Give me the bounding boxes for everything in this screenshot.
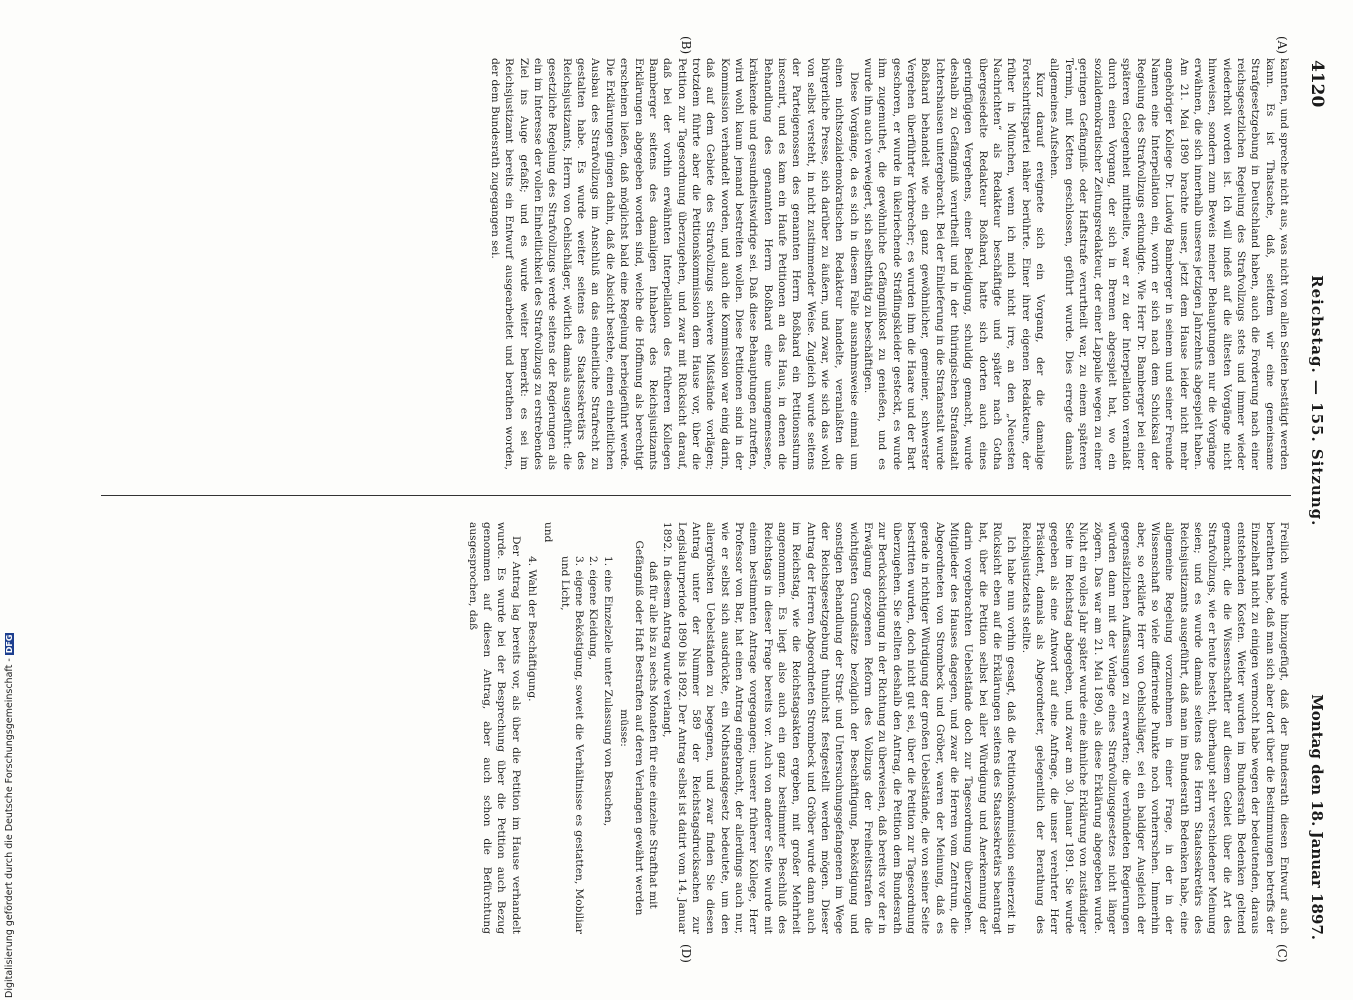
page-title: Reichstag. — 155. Sitzung. xyxy=(1308,275,1326,527)
paragraph: Der Antrag lag bereits vor, als über die Petition im Hause verhandelt wurde. Es wurde bei der Besprechung über die Petition auch Bezug genommen auf diesen Antrag, aber auch schon die Befürchtung ausgesprochen, daß xyxy=(466,522,522,934)
session-date: Montag den 18. Januar 1897. xyxy=(1308,694,1326,940)
intro-clause: daß für alle bis zu sechs Monaten für eine einzelne Strafthat mit Gefängniß oder Haft Bestraften auf deren Verlangen gewährt werden müsse: xyxy=(618,540,659,916)
paragraph: Diese Vorgänge, da es sich in diesem Falle ausnahmsweise einmal um einen nichtsozialdemokratischen Redakteur handelte, veranlaßten die bürgerliche Presse, sich darüber zu äußern, und zwar, wie sich das wohl von selbst versteht, in nicht zustimmender Weise. Zugleich wurde seitens der Parteigenossen des genannten Herrn Boßhard ein Petitionssturm inscenirt, und es kam ein Haufe Petitionen an das Haus, in denen die Behandlung des genannten Herrn Boßhard eine unangemessene, kränkende und gesundheitswidrige sei. Daß diese Behauptungen zutreffen, wird wohl kaum jemand bestreiten wollen. Diese Petitionen sind in der Kommission verhandelt worden, und auch die Kommission war einig darin, daß auf dem Gebiete des Strafvollzugs schwere Mißstände vorlägen; trotzdem führte aber die Petitionskommission dem Hause vor, über die Petition zur Tagesordnung überzugehen, und zwar mit Rücksicht darauf, daß bei der vorhin erwähnten Interpellation des früheren Kollegen Bamberger seitens des damaligen Inhabers des Reichsjustizamts Erklärungen abgegeben worden sind, welche die Hoffnung als berechtigt erscheinen ließen, daß möglichst bald eine Regelung herbeigeführt werde. Die Erklärungen gingen dahin, daß die Absicht bestehe, einen einheitlichen Ausbau des Strafvollzugs im Anschluß an das einheitliche Strafrecht zu gestalten habe. Es wurde weiter seitens des Staatssekretärs des Reichsjustizamts, Herrn von Oehlschläger, wörtlich damals ausgeführt: die gesetzliche Regelung des Strafvollzugs werde seitens der Regierungen als ein im Interesse der vollen Einheitlichkeit des Strafvollzugs zu erstrebendes Ziel ins Auge gefaßt; und es wurde weiter bemerkt: es sei im Reichsjustizamt bereits ein Entwurf ausgearbeitet und berathen worden, der dem Bundesrath zugegangen sei. xyxy=(489,58,860,470)
list-item: 4. Wahl der Beschäftigung. xyxy=(526,556,539,702)
margin-marker-c: (C) xyxy=(1275,944,1289,963)
margin-marker-a: (A) xyxy=(1275,36,1289,55)
scan-artifact xyxy=(1075,68,1077,70)
page-number: 4120 xyxy=(1307,60,1327,108)
paragraph: Ich habe nun vorhin gesagt, daß die Petitionskommission seinerzeit in Rücksicht eben auf die Erklärungen seitens des Staatssekretärs beantragt hat, über die Petition selbst bei aller Würdigung und Anerkennung der darin vorgebrachten Uebelstände doch zur Tagesordnung überzugehen. Mitglieder des Hauses dagegen, und zwar die Herren vom Zentrum, die Abgeordneten von Strombeck und Gröber, waren der Meinung, daß es gerade in richtiger Würdigung der großen Uebelstände, die von seiner Seite bestritten wurden, doch nicht gut sei, über die Petition zur Tagesordnung überzugehen. Sie stellten deshalb den Antrag, die Petition dem Bundesrath zur Berücksichtigung in der Richtung zu überweisen, daß bereits vor der in Erwägung gezogenen Reform des Vollzugs der Freiheitsstrafen die wichtigsten Grundsätze bezüglich der Beschäftigung, Beköstigung und sonstigen Behandlung der Straf- und Untersuchungsgefangenen im Wege der Reichsgesetzgebung thunlichst festgestellt werden mögen. Dieser Antrag der Herren Abgeordneten Strombeck und Gröber wurde dann auch im Reichstag, wie die Reichstagsakten ergeben, mit großer Mehrheit angenommen. Es liegt also auch ein ganz bestimmter Beschluß des Reichstags in dieser Frage bereits vor. Auch von anderer Seite wurde mit einem bestimmten Antrage vorgegangen; unserer früherer Kollege, Herr Professor von Bar, hat einen Antrag eingebracht, der allerdings auch nur, wie er selbst sich ausdrückte, ein Nothstandsgesetz bedeutete, um den allergröbsten Uebelständen zu begegnen, und zwar finden Sie diesen Antrag unter der Nummer 589 der Reichstagsdrucksachen zur Legislaturperiode 1890 bis 1892. Der Antrag selbst ist datirt vom 14. Januar 1892. In diesem Antrag wurde verlangt, xyxy=(661,522,1018,934)
requirements-list xyxy=(557,556,614,934)
conjunction: und xyxy=(542,522,555,543)
digitization-credit xyxy=(0,0,24,1000)
dfg-logo: DFG xyxy=(5,634,14,654)
list-item: 3. eigene Beköstigung, soweit die Verhältnisse es gestatten, Mobiliar und Licht, xyxy=(558,556,586,934)
credit-text: Digitalisierung gefördert durch die Deutsche Forschungsgemeinschaft - xyxy=(4,658,15,998)
paragraph: kannten, und spreche nicht aus, was nicht von allen Seiten bestätigt werden kann. Es ist Thatsache, daß, seitdem wir eine gemeinsame Strafgesetzgebung in Deutschland haben, auch die Forderung nach einer reichsgesetzlichen Regelung des Strafvollzugs stets und immer wieder wiederholt worden ist. Ich will indeß auf die ältesten Vorgänge nicht hinweisen, sondern zum Beweis meiner Behauptungen nur die Vorgänge erwähnen, die sich innerhalb unseres jetzigen Jahrzehnts abgespielt haben. Am 21. Mai 1890 brachte unser, jetzt dem Hause leider nicht mehr angehöriger Kollege Dr. Ludwig Bamberger in seinem und seiner Freunde Namen eine Interpellation ein, worin er sich nach dem Schicksal der Regelung des Strafvollzugs erkundigte. Wie Herr Dr. Bamberger bei einer späteren Gelegenheit mittheilte, war er zu der Interpellation veranlaßt durch einen Vorgang, der sich in Bremen abgespielt hat, wo ein sozialdemokratischer Zeitungsredakteur, der einer Lappalie wegen zu einer geringen Gefängniß- oder Haftstrafe verurtheilt war, zu einem späteren Termin, mit Ketten geschlossen, geführt wurde. Dies erregte damals allgemeines Aufsehen. xyxy=(1048,58,1290,471)
page-header xyxy=(1299,60,1335,940)
requirements-list-last xyxy=(525,556,539,934)
right-column xyxy=(465,522,1291,934)
column-divider xyxy=(101,495,1291,496)
list-item: 1. eine Einzelzelle unter Zulassung von Besuchen, xyxy=(601,556,614,827)
paragraph: Freilich wurde hinzugefügt, daß der Bundesrath diesen Entwurf auch berathen habe, daß man sich aber dort über die Bestimmungen betreffs der Einzelhaft nicht zu einigen vermocht habe wegen der bedeutenden, daraus entstehenden Kosten. Weiter wurden im Bundesrath Bedenken geltend gemacht, die die Wissenschaftler auf diesem Gebiet über die Art des Strafvollzugs, wie er heute besteht, überhaupt sehr verschiedener Meinung seien; und es wurde damals seitens des Herrn Staatssekretärs des Reichsjustizamts ausgeführt, daß man im Bundesrath Bedenken habe, eine allgemeine Regelung vorzunehmen in einer Frage, in der in der Wissenschaft so viele differirende Punkte noch vorherrschen. Immerhin aber, so erklärte Herr von Oehlschläger, sei ein baldiger Ausgleich der gegensätzlichen Auffassungen zu erwarten; die verbündeten Regierungen würden dann mit der Vorlage eines Strafvollzugsgesetzes nicht länger zögern. Das war am 21. Mai 1890, als diese Erklärung abgegeben wurde. Nicht ein volles Jahr später wurde eine ähnliche Erklärung von zuständiger Seite im Reichstag abgegeben, und zwar am 30. Januar 1891. Sie wurde gegeben als eine Antwort auf eine Anfrage, die unser verehrter Herr Präsident, damals als Abgeordneter, gelegentlich der Berathung des Reichsjustizetats stellte. xyxy=(1019,522,1290,934)
list-item: 2. eigene Kleidung, xyxy=(587,556,600,661)
margin-marker-b: (B) xyxy=(679,36,693,55)
paragraph: Kurz darauf ereignete sich ein Vorgang, der die damalige Fortschrittspartei näher berührte. Einer ihrer eigenen Redakteure, der früher in München, wenn ich mich nicht irre, an den „Neuesten Nachrichten“ als Redakteur beschäftigte und später nach Gotha übergesiedelte Redakteur Boßhard, hatte sich dorten auch eines geringfügigen Vergehens, einer Beleidigung, schuldig gemacht, wurde deshalb zu Gefängniß verurtheilt und in der thüringischen Strafanstalt Ichtershausen untergebracht. Bei der Einlieferung in die Strafanstalt wurde Boßhard behandelt wie ein ganz gewöhnlicher, gemeiner, schwerster Vergehen überführter Verbrecher; es wurden ihm die Haare und der Bart geschoren, er wurde in ükelriechende Sträflingskleider gesteckt, es wurde ihm zugemuthet, die gewöhnliche Gefängnißkost zu genießen, und es wurde ihm auch verweigert, sich selbstthätig zu beschäftigen. xyxy=(862,58,1047,470)
credit-line xyxy=(4,633,15,998)
left-column xyxy=(488,58,1291,470)
margin-marker-d: (D) xyxy=(679,944,693,963)
